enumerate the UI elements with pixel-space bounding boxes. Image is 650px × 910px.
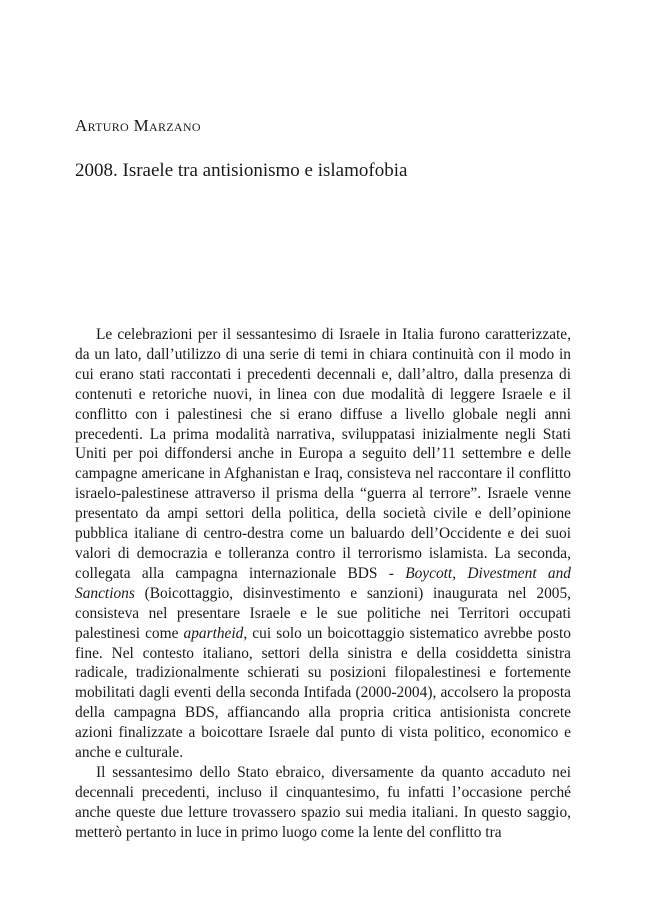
italic-term-bds: Boycott, Divestment and Sanctions (75, 564, 571, 602)
italic-term-apartheid: apartheid (183, 624, 244, 642)
paragraph-1-text-b: (Boicottaggio, disinvestimento e sanzioni) inaugurata nel 2005, consisteva nel presentare Israele e le sue politiche nei Territori occupati palestinesi come (75, 584, 571, 642)
paragraph-1-text-a: Le celebrazioni per il sessantesimo di Israele in Italia furono caratterizzate, da un lato, dall’utilizzo di una serie di temi in chiara continuità con il modo in cui erano stati raccontati i precedenti decennali e, dall’altro, dalla presenza di contenuti e retoriche nuovi, in linea con due modalità di leggere Israele e il conflitto con i palestinesi che si erano diffuse a livello globale negli anni precedenti. La prima modalità narrativa, sviluppatasi inizialmente negli Stati Uniti per poi diffondersi anche in Europa a seguito dell’11 settembre e delle campagne americane in Afghanistan e Iraq, consisteva nel raccontare il conflitto israelo-palestinese attraverso il prisma della “guerra al terrore”. Israele venne presentato da ampi settori della politica, della società civile e dell’opinione pubblica italiane di centro-destra come un baluardo dell’Occidente e dei suoi valori di democrazia e tolleranza contro il terrorismo islamista. La seconda, collegata alla campagna internazionale BDS - (75, 326, 571, 582)
chapter-title: 2008. Israele tra antisionismo e islamofobia (75, 160, 408, 181)
paragraph-2: Il sessantesimo dello Stato ebraico, diversamente da quanto accaduto nei decennali precedenti, incluso il cinquantesimo, fu infatti l’occasione perché anche queste due letture trovassero spazio sui media italiani. In questo saggio, metterò pertanto in luce in primo luogo come la lente del conflitto tra (75, 763, 571, 841)
paragraph-1 (75, 325, 571, 763)
author-name: Arturo Marzano (75, 116, 201, 135)
body-text (75, 325, 571, 843)
paragraph-1-text-c: , cui solo un boicottaggio sistematico avrebbe posto fine. Nel contesto italiano, settori della sinistra e della cosiddetta sinistra radicale, tradizionalmente schierati su posizioni filopalestinesi e fortemente mobilitati dagli eventi della seconda Intifada (2000-2004), accolsero la proposta della campagna BDS, affiancando alla propria critica antisionista concrete azioni finalizzate a boicottare Israele dal punto di vista politico, economico e anche e culturale. (75, 624, 571, 762)
